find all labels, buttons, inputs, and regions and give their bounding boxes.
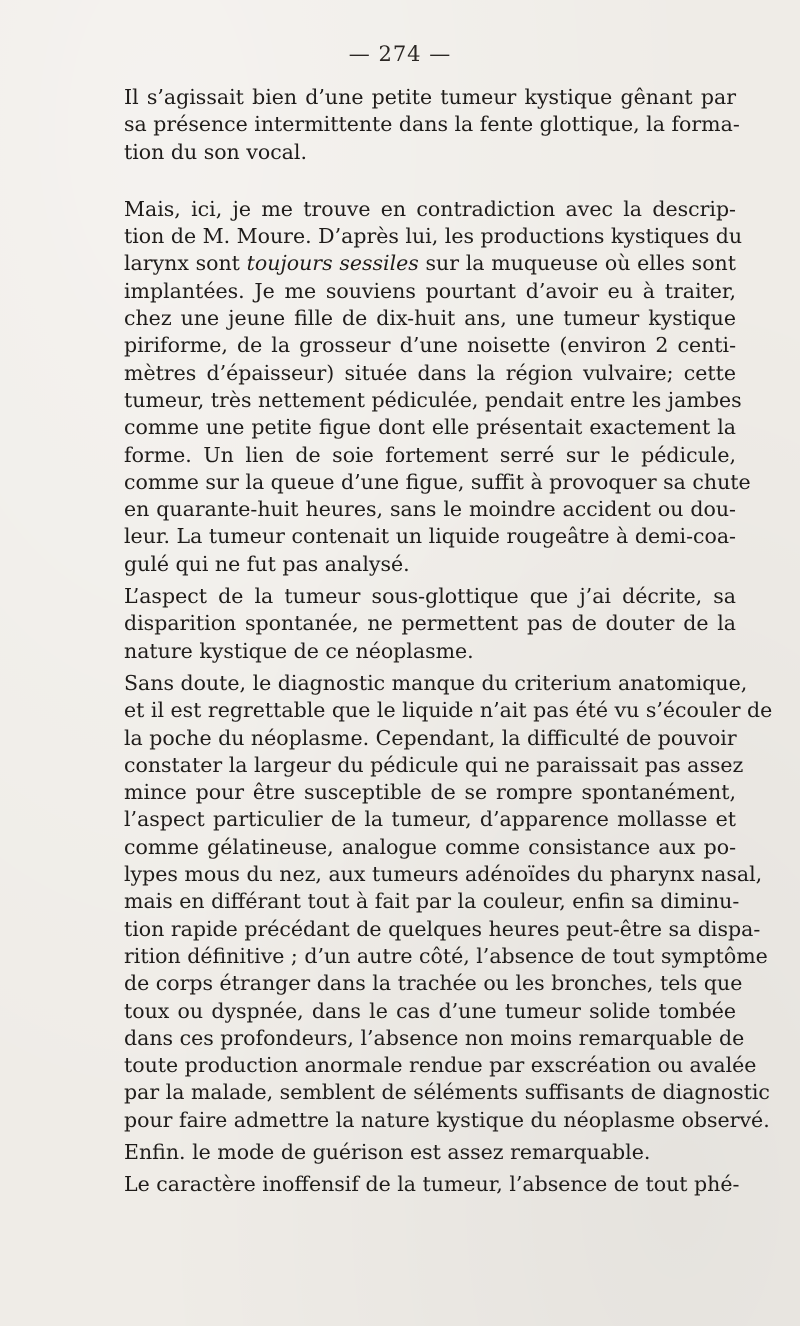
text-line: leur. La tumeur contenait un liquide rougeâtre à demi-coa- <box>124 524 736 549</box>
text-line: disparition spontanée, ne permettent pas de douter de la <box>124 611 736 636</box>
text-line: l’aspect particulier de la tumeur, d’apparence mollasse et <box>124 807 736 832</box>
text-line: lypes mous du nez, aux tumeurs adénoïdes du pharynx nasal, <box>124 862 763 887</box>
text-line: comme sur la queue d’une figue, suffit à provoquer sa chute <box>124 469 751 494</box>
text-line: implantées. Je me souviens pourtant d’avoir eu à traiter, <box>124 278 736 303</box>
text-line: tion rapide précédant de quelques heures peut-être sa dispa- <box>124 916 761 941</box>
text-line: dans ces profondeurs, l’absence non moins remarquable de <box>124 1025 745 1050</box>
paragraph-2 <box>102 196 751 578</box>
text-line: Mais, ici, je me trouve en contradiction avec la descrip- <box>124 196 736 221</box>
text-line: nature kystique de ce néoplasme. <box>124 638 474 663</box>
text-line: sa présence intermittente dans la fente glottique, la forma- <box>124 112 740 137</box>
text-line: comme gélatineuse, analogue comme consistance aux po- <box>124 834 736 859</box>
text-line: et il est regrettable que le liquide n’ait pas été vu s’écouler de <box>124 698 773 723</box>
text-line: toux ou dyspnée, dans le cas d’une tumeur solide tombée <box>124 998 736 1023</box>
text-line: tumeur, très nettement pédiculée, pendait entre les jambes <box>124 387 742 412</box>
page-number: — 274 — <box>348 42 452 66</box>
text-line: Enfin. le mode de guérison est assez remarquable. <box>124 1139 651 1164</box>
text-line: forme. Un lien de soie fortement serré sur le pédicule, <box>124 442 736 467</box>
text-line: gulé qui ne fut pas analysé. <box>124 551 410 576</box>
text-line: toute production anormale rendue par exscréation ou avalée <box>124 1053 757 1078</box>
text-line: de corps étranger dans la trachée ou les bronches, tels que <box>124 971 743 996</box>
body-text <box>102 84 773 1199</box>
text-line: rition définitive ; d’un autre côté, l’absence de tout symptôme <box>124 943 768 968</box>
text-line: tion du son vocal. <box>124 139 307 164</box>
text-line: mètres d’épaisseur) située dans la région vulvaire; cette <box>124 360 736 385</box>
text-line: piriforme, de la grosseur d’une noisette (environ 2 centi- <box>124 333 736 358</box>
text-line: comme une petite figue dont elle présentait exactement la <box>124 415 736 440</box>
text-line: tion de M. Moure. D’après lui, les productions kystiques du <box>124 224 743 249</box>
paragraph-4 <box>102 670 773 1134</box>
text-line: L’aspect de la tumeur sous-glottique que j’ai décrite, sa <box>124 584 736 609</box>
paragraph-1 <box>102 84 740 166</box>
text-line: en quarante-huit heures, sans le moindre accident ou dou- <box>124 497 736 522</box>
text-line: par la malade, semblent de séléments suffisants de diagnostic <box>124 1080 770 1105</box>
text-line: la poche du néoplasme. Cependant, la difficulté de pouvoir <box>124 725 737 750</box>
text-line: Il s’agissait bien d’une petite tumeur kystique gênant par <box>124 85 736 109</box>
text-line: Le caractère inoffensif de la tumeur, l’absence de tout phé- <box>124 1172 740 1197</box>
paragraph-5 <box>102 1139 736 1166</box>
text-line: mais en différant tout à fait par la couleur, enfin sa diminu- <box>124 889 740 914</box>
text-line: mince pour être susceptible de se rompre spontanément, <box>124 780 736 805</box>
text-line: constater la largeur du pédicule qui ne paraissait pas assez <box>124 752 744 777</box>
text-line: pour faire admettre la nature kystique du néoplasme observé. <box>124 1107 770 1132</box>
text-line-with-italic: larynx sont toujours sessiles sur la muqueuse où elles sont <box>124 251 736 276</box>
paragraph-6 <box>102 1171 740 1198</box>
paragraph-3 <box>102 583 736 665</box>
text-line: chez une jeune fille de dix-huit ans, une tumeur kystique <box>124 306 736 331</box>
italic-phrase: toujours sessiles <box>246 251 419 276</box>
text-line: Sans doute, le diagnostic manque du criterium anatomique, <box>124 670 748 695</box>
